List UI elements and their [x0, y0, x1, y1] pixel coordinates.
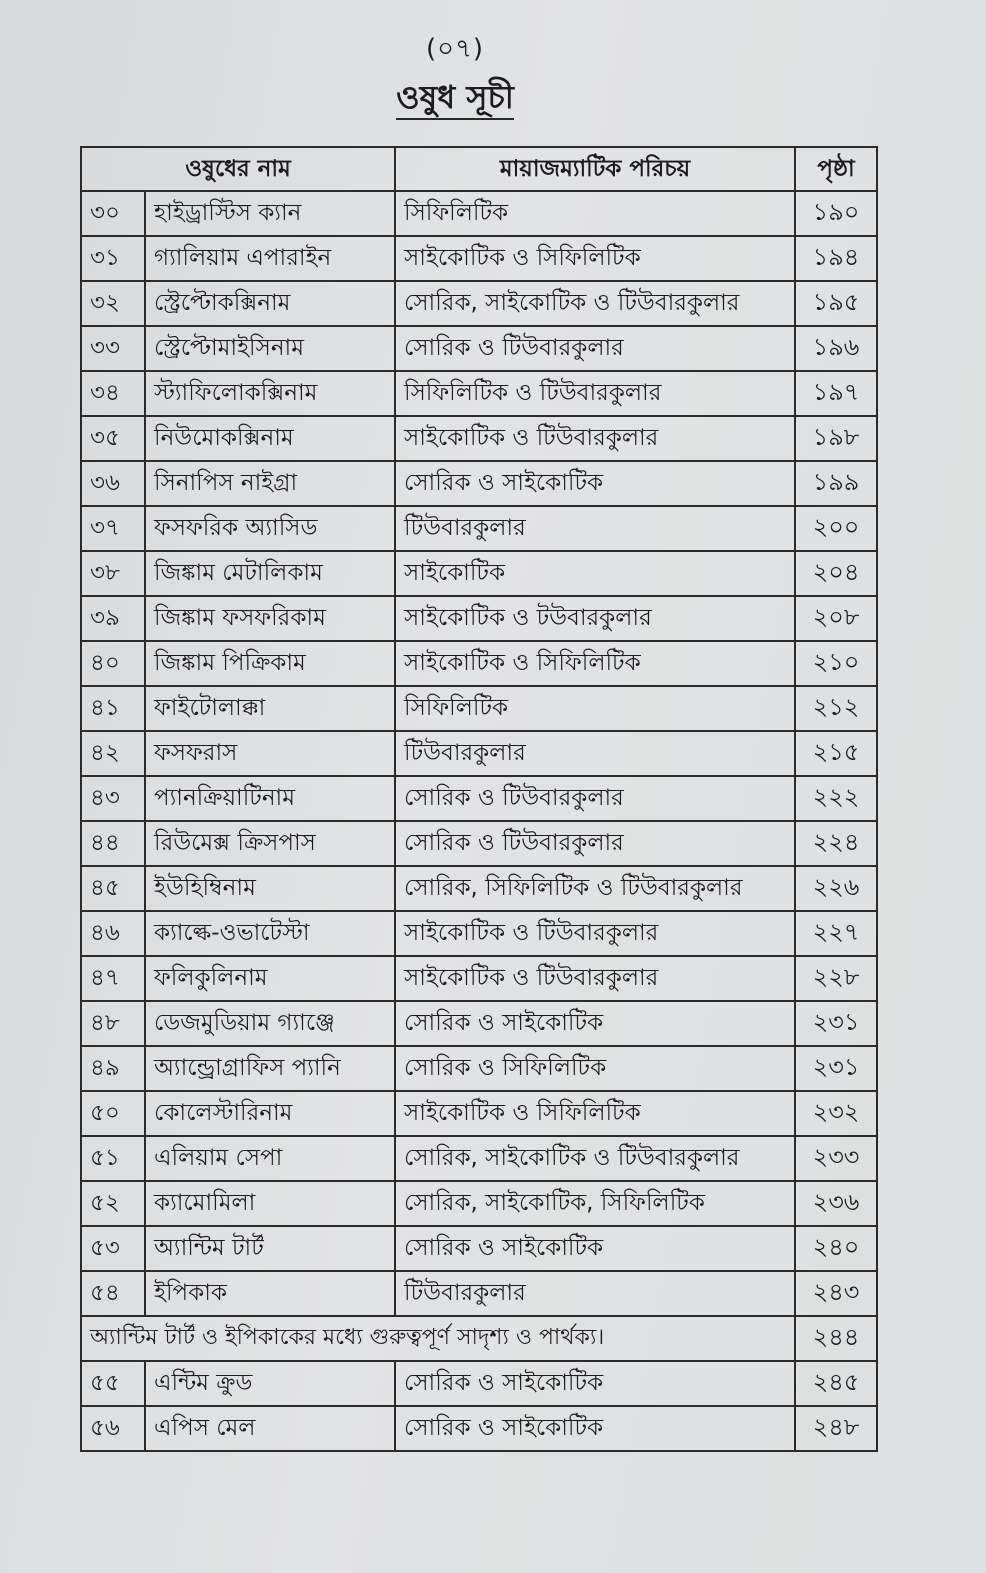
- medicine-name: অ্যান্ড্রোগ্রাফিস প্যানি: [145, 1046, 395, 1091]
- medicine-name: স্ট্রেপ্টোমাইসিনাম: [145, 326, 395, 371]
- header-page: পৃষ্ঠা: [795, 147, 877, 191]
- page-ref: ২২৮: [795, 956, 877, 1001]
- medicine-name: কোলেস্টারিনাম: [145, 1091, 395, 1136]
- row-number: ৩৭: [81, 506, 145, 551]
- row-number: ৪৭: [81, 956, 145, 1001]
- table-row: [81, 776, 877, 821]
- page-title-text: ওষুধ সূচী: [396, 78, 514, 120]
- table-row: [81, 1361, 877, 1406]
- row-number: ৩৫: [81, 416, 145, 461]
- miasmatic-identity: টিউবারকুলার: [395, 1271, 795, 1316]
- page-ref: ২২৭: [795, 911, 877, 956]
- table-row: [81, 1226, 877, 1271]
- table-row: [81, 236, 877, 281]
- row-number: ৪৫: [81, 866, 145, 911]
- row-number: ৪০: [81, 641, 145, 686]
- table-row: [81, 1001, 877, 1046]
- miasmatic-identity: সোরিক, সাইকোটিক, সিফিলিটিক: [395, 1181, 795, 1226]
- miasmatic-identity: সাইকোটিক ও টিউবারকুলার: [395, 956, 795, 1001]
- table-row: [81, 191, 877, 236]
- medicine-name: অ্যান্টিম টার্ট: [145, 1226, 395, 1271]
- table-body-note: [81, 1316, 877, 1361]
- table-body-main: [81, 191, 877, 1316]
- table-row: [81, 866, 877, 911]
- table-row: [81, 416, 877, 461]
- miasmatic-identity: সোরিক ও সাইকোটিক: [395, 1226, 795, 1271]
- miasmatic-identity: সিফিলিটিক: [395, 686, 795, 731]
- table-row: [81, 1271, 877, 1316]
- note-row: [81, 1316, 877, 1361]
- row-number: ৩৩: [81, 326, 145, 371]
- medicine-name: স্ট্যাফিলোকক্সিনাম: [145, 371, 395, 416]
- table-header-row: [81, 147, 877, 191]
- row-number: ৪১: [81, 686, 145, 731]
- miasmatic-identity: সোরিক ও সাইকোটিক: [395, 1406, 795, 1451]
- page-number: (০৭): [425, 34, 485, 64]
- page-ref: ২২২: [795, 776, 877, 821]
- miasmatic-identity: সোরিক, সাইকোটিক ও টিউবারকুলার: [395, 1136, 795, 1181]
- row-number: ৩০: [81, 191, 145, 236]
- miasmatic-identity: সিফিলিটিক ও টিউবারকুলার: [395, 371, 795, 416]
- table-row: [81, 506, 877, 551]
- table-row: [81, 326, 877, 371]
- medicine-name: সিনাপিস নাইগ্রা: [145, 461, 395, 506]
- page-ref: ২৩৩: [795, 1136, 877, 1181]
- row-number: ৩৪: [81, 371, 145, 416]
- row-number: ৪৯: [81, 1046, 145, 1091]
- medicine-name: জিঙ্কাম মেটালিকাম: [145, 551, 395, 596]
- miasmatic-identity: সোরিক ও সিফিলিটিক: [395, 1046, 795, 1091]
- table-row: [81, 821, 877, 866]
- page-ref: ২১০: [795, 641, 877, 686]
- miasmatic-identity: সিফিলিটিক: [395, 191, 795, 236]
- table-row: [81, 1046, 877, 1091]
- page-ref: ১৯৪: [795, 236, 877, 281]
- page-ref: ২৪৮: [795, 1406, 877, 1451]
- miasmatic-identity: সোরিক ও সাইকোটিক: [395, 461, 795, 506]
- header-miasmatic-identity: মায়াজম্যাটিক পরিচয়: [395, 147, 795, 191]
- page-ref: ২১৫: [795, 731, 877, 776]
- miasmatic-identity: সাইকোটিক ও টিউবারকুলার: [395, 911, 795, 956]
- page-ref: ১৯০: [795, 191, 877, 236]
- miasmatic-identity: সোরিক ও টিউবারকুলার: [395, 821, 795, 866]
- table-row: [81, 551, 877, 596]
- medicine-name: রিউমেক্স ক্রিসপাস: [145, 821, 395, 866]
- row-number: ৩৯: [81, 596, 145, 641]
- row-number: ৩১: [81, 236, 145, 281]
- miasmatic-identity: সোরিক ও টিউবারকুলার: [395, 326, 795, 371]
- table-row: [81, 911, 877, 956]
- row-number: ৩৬: [81, 461, 145, 506]
- table-body-after: [81, 1361, 877, 1451]
- row-number: ৫৫: [81, 1361, 145, 1406]
- page-ref: ২৩৬: [795, 1181, 877, 1226]
- medicine-name: ইপিকাক: [145, 1271, 395, 1316]
- page-ref: ২১২: [795, 686, 877, 731]
- medicine-name: গ্যালিয়াম এপারাইন: [145, 236, 395, 281]
- page-ref: ২৪০: [795, 1226, 877, 1271]
- medicine-name: ফসফরাস: [145, 731, 395, 776]
- miasmatic-identity: সাইকোটিক: [395, 551, 795, 596]
- page-ref: ২৩২: [795, 1091, 877, 1136]
- miasmatic-identity: সোরিক, সাইকোটিক ও টিউবারকুলার: [395, 281, 795, 326]
- page-ref: ২৪৫: [795, 1361, 877, 1406]
- page-ref: ২০৮: [795, 596, 877, 641]
- row-number: ৫৩: [81, 1226, 145, 1271]
- medicine-name: জিঙ্কাম পিক্রিকাম: [145, 641, 395, 686]
- medicine-index-table: [80, 146, 878, 1452]
- miasmatic-identity: সোরিক ও সাইকোটিক: [395, 1001, 795, 1046]
- page-ref: ১৯৬: [795, 326, 877, 371]
- row-number: ৫১: [81, 1136, 145, 1181]
- table-row: [81, 1136, 877, 1181]
- page-ref: ১৯৯: [795, 461, 877, 506]
- page-ref: ২৪৩: [795, 1271, 877, 1316]
- row-number: ৪৩: [81, 776, 145, 821]
- medicine-name: প্যানক্রিয়াটিনাম: [145, 776, 395, 821]
- medicine-name: ক্যাল্কে-ওভাটেস্টা: [145, 911, 395, 956]
- note-text: অ্যান্টিম টার্ট ও ইপিকাকের মধ্যে গুরুত্বপূর্ণ সাদৃশ্য ও পার্থক্য।: [81, 1316, 795, 1361]
- medicine-name: স্ট্রেপ্টোকক্সিনাম: [145, 281, 395, 326]
- row-number: ৫৪: [81, 1271, 145, 1316]
- miasmatic-identity: সাইকোটিক ও সিফিলিটিক: [395, 641, 795, 686]
- miasmatic-identity: সাইকোটিক ও টউবারকুলার: [395, 596, 795, 641]
- medicine-name: ক্যামোমিলা: [145, 1181, 395, 1226]
- note-page: ২৪৪: [795, 1316, 877, 1361]
- page-ref: ১৯৫: [795, 281, 877, 326]
- table-row: [81, 731, 877, 776]
- table-row: [81, 1406, 877, 1451]
- row-number: ৩২: [81, 281, 145, 326]
- medicine-name: ফসফরিক অ্যাসিড: [145, 506, 395, 551]
- row-number: ৪৪: [81, 821, 145, 866]
- table-row: [81, 956, 877, 1001]
- medicine-name: নিউমোকক্সিনাম: [145, 416, 395, 461]
- row-number: ৫৬: [81, 1406, 145, 1451]
- page-ref: ২০৪: [795, 551, 877, 596]
- table-row: [81, 281, 877, 326]
- medicine-name: এলিয়াম সেপা: [145, 1136, 395, 1181]
- medicine-name: ডেজমুডিয়াম গ্যাঞ্জে: [145, 1001, 395, 1046]
- row-number: ৪৬: [81, 911, 145, 956]
- table-row: [81, 686, 877, 731]
- table-row: [81, 596, 877, 641]
- medicine-name: এপিস মেল: [145, 1406, 395, 1451]
- page-ref: ২৩১: [795, 1046, 877, 1091]
- page-ref: ২৩১: [795, 1001, 877, 1046]
- miasmatic-identity: সাইকোটিক ও সিফিলিটিক: [395, 1091, 795, 1136]
- miasmatic-identity: সাইকোটিক ও টিউবারকুলার: [395, 416, 795, 461]
- page-ref: ২২৪: [795, 821, 877, 866]
- table-row: [81, 371, 877, 416]
- row-number: ৪৮: [81, 1001, 145, 1046]
- medicine-name: জিঙ্কাম ফসফরিকাম: [145, 596, 395, 641]
- row-number: ৫০: [81, 1091, 145, 1136]
- medicine-name: হাইড্রাস্টিস ক্যান: [145, 191, 395, 236]
- medicine-name: এন্টিম ক্রুড: [145, 1361, 395, 1406]
- miasmatic-identity: সাইকোটিক ও সিফিলিটিক: [395, 236, 795, 281]
- miasmatic-identity: সোরিক ও টিউবারকুলার: [395, 776, 795, 821]
- page-ref: ২০০: [795, 506, 877, 551]
- miasmatic-identity: টিউবারকুলার: [395, 731, 795, 776]
- page-ref: ২২৬: [795, 866, 877, 911]
- miasmatic-identity: টিউবারকুলার: [395, 506, 795, 551]
- page-title: [0, 72, 910, 126]
- medicine-name: ফলিকুলিনাম: [145, 956, 395, 1001]
- miasmatic-identity: সোরিক ও সাইকোটিক: [395, 1361, 795, 1406]
- row-number: ৫২: [81, 1181, 145, 1226]
- miasmatic-identity: সোরিক, সিফিলিটিক ও টিউবারকুলার: [395, 866, 795, 911]
- page-ref: ১৯৭: [795, 371, 877, 416]
- row-number: ৩৮: [81, 551, 145, 596]
- table-row: [81, 461, 877, 506]
- header-medicine-name: ওষুধের নাম: [81, 147, 395, 191]
- table-row: [81, 1181, 877, 1226]
- row-number: ৪২: [81, 731, 145, 776]
- table-row: [81, 1091, 877, 1136]
- page-ref: ১৯৮: [795, 416, 877, 461]
- medicine-name: ইউহিম্বিনাম: [145, 866, 395, 911]
- table-row: [81, 641, 877, 686]
- medicine-name: ফাইটোলাক্কা: [145, 686, 395, 731]
